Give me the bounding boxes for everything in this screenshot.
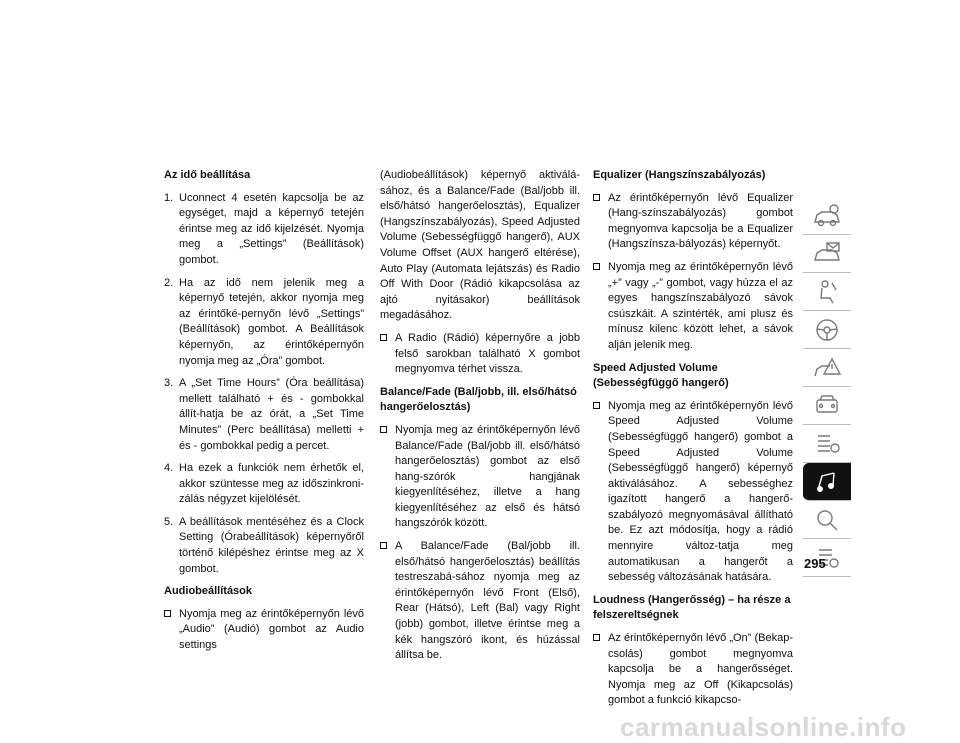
bullet-balance-1: Nyomja meg az érintőképernyőn lévő Balance/Fade (Bal/jobb ill. első/hátsó hangerőelosztás) gombot az első hang-szórók hangjának kiegyenlítéséhez, illetve a hang kiegyenlítéséhez az első és hátsó hangszórók között. (380, 423, 580, 532)
car-warning-icon (812, 354, 842, 382)
column-2 (380, 168, 580, 671)
tab-seat-occupant[interactable] (803, 273, 851, 311)
continuation-text: (Audiobeállítások) képernyő aktiválá-sához, és a Balance/Fade (Bal/jobb ill. első/hátsó hangerőelosztás), Equalizer (Hangszínszabályozás), Speed Adjusted Volume (Sebességfüggő hangerő), AUX Volume Offset (AUX hangerő eltérése), Auto Play (Automata lejátszás) és Radio Off With Door (Rádió kikapcsolása az ajtó nyitásakor) beállítások megadásához. (380, 169, 580, 322)
car-front-icon (812, 392, 842, 420)
steering-wheel-icon (812, 316, 842, 344)
step-3: 3. A „Set Time Hours” (Óra beállítása) mellett található + és - gombokkal állít-hatja be az órát, a „Set Time Minutes” (Perc beállítása) melletti + és - gombokkal pedig a percet. (164, 377, 364, 452)
tab-steering-wheel[interactable] (803, 311, 851, 349)
checkbox-bullet-icon (164, 610, 171, 617)
checkbox-bullet-icon (380, 542, 387, 549)
bullet-eq-2: Nyomja meg az érintőképernyőn lévő „+” vagy „-” gombot, vagy húzza el az egyes hangszínszabályozó sávok csúszkáit. A szintérték, ami plusz és mínusz kilenc között lehet, a sávok alján jelenik meg. (593, 260, 793, 354)
tab-car-front[interactable] (803, 387, 851, 425)
car-mail-icon (812, 240, 842, 268)
seat-occupant-icon (812, 278, 842, 306)
section-heading-time: Az idő beállítása (164, 169, 251, 181)
magnifier-icon (812, 506, 842, 534)
bullet-balance-2: A Balance/Fade (Bal/jobb ill. első/hátsó hangerőelosztás) beállítás testreszabá-sához nyomja meg az érintőképernyőn lévő Front (Első), Rear (Hátsó), Left (Bal) vagy Right (jobb) gombot, illetve érintse meg a kék hangszóró ikont, és húzással állítsa be. (380, 539, 580, 664)
bullet-loudness-1: Az érintőképernyőn lévő „On” (Bekap-csolás) gombot megnyomva kapcsolja be a hangerősséget. Nyomja meg az Off (Kikapcsolás) gombot a funkció kikapcso- (593, 631, 793, 709)
maintenance-list-icon (812, 430, 842, 458)
tab-car-info[interactable] (803, 197, 851, 235)
step-5: 5. A beállítások mentéséhez és a Clock Setting (Órabeállítások) képernyőről történő kilépéshez érintse meg az X gombot. (164, 515, 364, 575)
checkbox-bullet-icon (593, 634, 600, 641)
checkbox-bullet-icon (380, 426, 387, 433)
column-3 (593, 168, 793, 716)
bullet-radio: A Radio (Rádió) képernyőre a jobb felső sarokban található X gombot megnyomva térhet vissza. (380, 331, 580, 378)
bullet-eq-1: Az érintőképernyőn lévő Equalizer (Hang-színszabályozás) gombot megnyomva kapcsolja be a Equalizer (Hangszínsza-bályozás) képernyőt. (593, 191, 793, 253)
bullet-audio: Nyomja meg az érintőképernyőn lévő „Audio” (Audió) gombot az Audio settings (164, 607, 364, 654)
tab-search[interactable] (803, 501, 851, 539)
tab-maintenance-list[interactable] (803, 425, 851, 463)
column-1 (164, 168, 364, 661)
checkbox-bullet-icon (593, 194, 600, 201)
section-heading-balance: Balance/Fade (Bal/jobb, ill. első/hátsó hangerőelosztás) (380, 385, 577, 414)
watermark: carmanualsonline.info (620, 712, 907, 742)
section-heading-equalizer: Equalizer (Hangszínszabályozás) (593, 169, 766, 181)
section-heading-audio: Audiobeállítások (164, 585, 253, 598)
step-4: 4. Ha ezek a funkciók nem érhetők el, akkor szüntesse meg az időszinkroni-zálás négyzet kijelölését. (164, 462, 364, 506)
car-info-icon (812, 202, 842, 230)
checkbox-bullet-icon (593, 263, 600, 270)
section-heading-loudness: Loudness (Hangerősség) – ha része a felszereltségnek (593, 593, 791, 622)
tab-car-mail[interactable] (803, 235, 851, 273)
section-heading-speed-volume: Speed Adjusted Volume (Sebességfüggő hangerő) (593, 361, 729, 390)
tab-car-warning[interactable] (803, 349, 851, 387)
chapter-tabs (803, 197, 851, 577)
tab-multimedia[interactable] (803, 463, 851, 501)
step-1: 1. Uconnect 4 esetén kapcsolja be az egységet, majd a képernyő tetején érintse meg az idő kijelzését. Nyomja meg a „Settings” (Beállítások) gombot. (164, 191, 364, 266)
step-2: 2. Ha az idő nem jelenik meg a képernyő tetején, akkor nyomja meg az érintőké-pernyőn lévő „Settings” (Beállítások) gombot. A Beállítások képernyőn, az érintőképernyőn nyomja meg az „Óra” gombot. (164, 276, 364, 367)
checkbox-bullet-icon (380, 334, 387, 341)
bullet-sav-1: Nyomja meg az érintőképernyőn lévő Speed Adjusted Volume (Sebességfüggő hangerő) gombot a Speed Adjusted Volume (Sebességfüggő hangerő) képernyő aktiválásához. A sebességhez igazított hangerő a hangerő-szabályozó megnyomásával állítható be. Ez azt módosítja, hogy a rádió mennyire változ-tatja meg automatikusan a hangerőt a sebesség változásának hatására. (593, 399, 793, 586)
page-number: 295 (804, 556, 826, 571)
checkbox-bullet-icon (593, 402, 600, 409)
multimedia-music-icon (812, 468, 842, 496)
